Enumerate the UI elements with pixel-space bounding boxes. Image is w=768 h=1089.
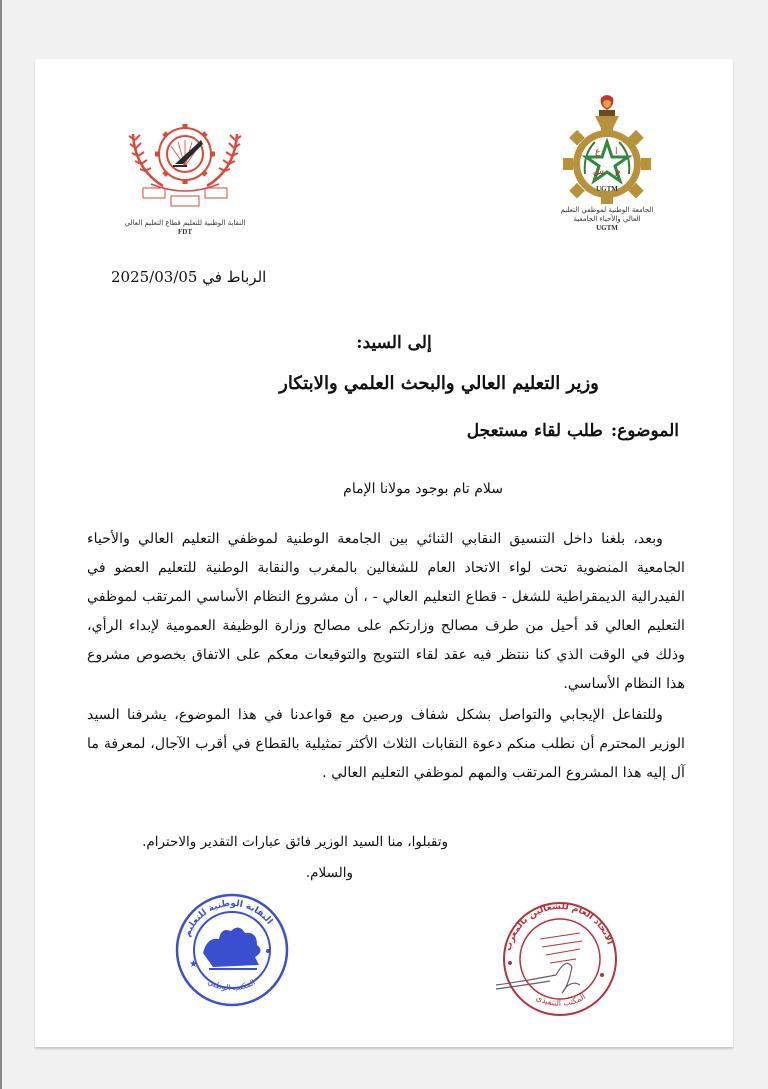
recipient-title: وزير التعليم العالي والبحث العلمي والابتكار [279, 373, 599, 394]
svg-text:الاتحاد العام للشغالين بالمغرب: الاتحاد العام للشغالين بالمغرب [503, 901, 615, 952]
viewer-left-edge [0, 0, 2, 1089]
svg-text:المكتب التنفيذي: المكتب التنفيذي [534, 992, 588, 1008]
stamp-snesup-blue [173, 891, 291, 1013]
ugtm-logo-caption-line1: الجامعة الوطنية لموظفي التعليم [560, 206, 654, 214]
ugtm-emblem-icon [555, 94, 659, 206]
subject-line [467, 421, 679, 441]
svg-text:ع: ع [595, 147, 601, 157]
recipient-label: إلى السيد: [356, 333, 432, 353]
blue-stamp-icon [173, 891, 291, 1009]
fdt-emblem-icon [123, 114, 247, 219]
ugtm-logo-caption-line2: العالي والأحياء الجامعية [573, 215, 641, 223]
subject-value: طلب لقاء مستعجل [466, 421, 603, 441]
letter-page [35, 59, 733, 1047]
body-paragraph-1: وبعد، بلغنا داخل التنسيق النقابي الثنائي بين الجامعة الوطنية لموظفي التعليم العالي والأحياء الجامعية المنضوية تحت لواء الاتحاد العام للشغالين بالمغرب والنقابة الوطنية للتعليم العضو في الفيدرالية الديمقراطية للشغل - قطاع التعليم العالي - ، أن مشروع النظام الأساسي المرتقب لموظفي التعليم العالي قد أحيل من طرف مصالح وزارتكم على مصالح وزارة الوظيفة العمومية لإبداء الرأي، وذلك في الوقت الذي كنا ننتظر فيه عقد لقاء التتويج والتوقيعات معكم على الاتفاق بخصوص مشروع هذا النظام الأساسي. [87, 531, 685, 692]
svg-text:النقابة الوطنية للتعليم: النقابة الوطنية للتعليم [182, 898, 275, 939]
sign-off: والسلام. [305, 865, 353, 881]
svg-text:م: م [615, 167, 621, 177]
ugtm-logo [547, 94, 667, 233]
body-paragraph-2: وللتفاعل الإيجابي والتواصل بشكل شفاف ورصين مع قواعدنا في هذا الموضوع، يشرفنا السيد الوزير المحترم أن نطلب منكم دعوة النقابات الثلاث الأكثر تمثيلية بالقطاع في أقرب الآجال، لمعرفة ما آل إليه هذا المشروع المرتقب والمهم لموظفي التعليم العالي . [87, 707, 685, 781]
greeting: سلام تام بوجود مولانا الإمام [343, 481, 503, 497]
red-stamp-icon [496, 897, 620, 1021]
fdt-logo-acronym: FDT [178, 228, 192, 236]
svg-text:UGTM: UGTM [596, 185, 618, 193]
fdt-logo [120, 114, 250, 237]
subject-label: الموضوع: [610, 421, 679, 441]
closing-line: وتقبلوا، منا السيد الوزير فائق عبارات التقدير والاحترام. [142, 834, 448, 850]
stamp-ugtm-red [496, 897, 620, 1025]
svg-text:ش: ش [593, 167, 604, 177]
svg-text:المكتب الوطني: المكتب الوطني [206, 977, 257, 993]
fdt-logo-caption: النقابة الوطنية للتعليم قطاع التعليم العالي [124, 219, 246, 227]
svg-text:★: ★ [189, 959, 198, 970]
date-line: الرباط في 2025/03/05 [111, 268, 267, 286]
ugtm-logo-acronym: UGTM [596, 224, 618, 232]
svg-text:ا: ا [615, 147, 618, 157]
